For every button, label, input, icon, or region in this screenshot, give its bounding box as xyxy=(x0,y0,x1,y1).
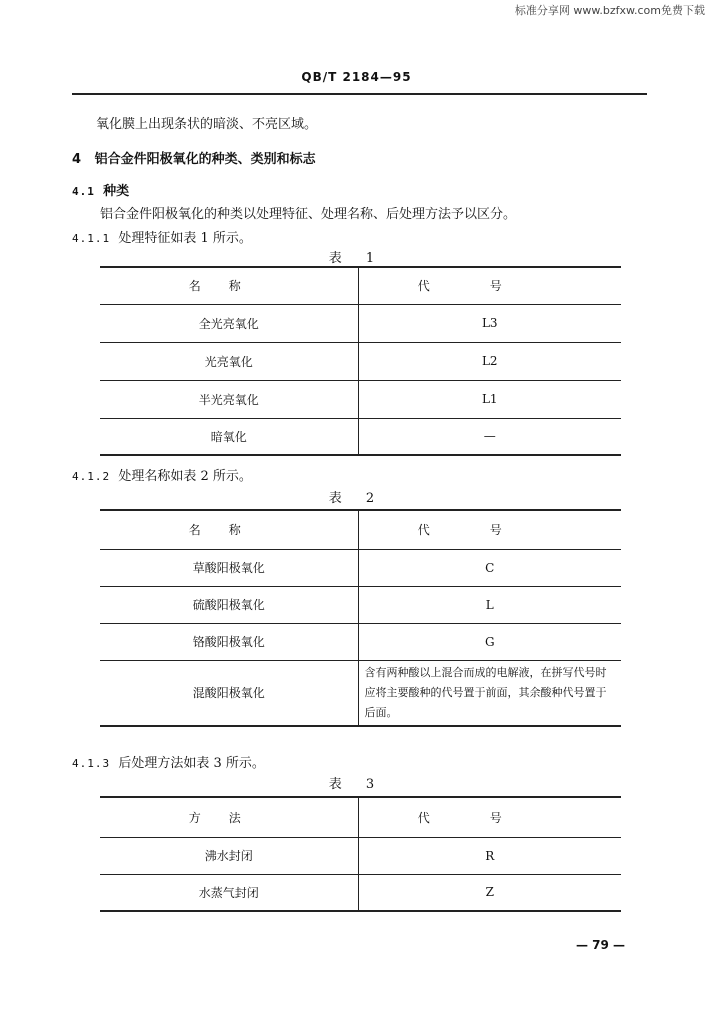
table-row xyxy=(100,837,621,874)
section-text: 处理特征如表 1 所示。 xyxy=(118,231,252,246)
section-4-1-text: 铝合金件阳极氧化的种类以处理特征、处理名称、后处理方法予以区分。 xyxy=(100,207,517,222)
section-4-1-3 xyxy=(72,752,265,771)
table-row xyxy=(100,660,621,726)
table-header: 代号 xyxy=(358,510,621,549)
table-3-caption: 表 3 xyxy=(328,777,385,792)
section-text: 处理名称如表 2 所示。 xyxy=(118,469,252,484)
section-4-1-2 xyxy=(72,465,252,484)
table-cell: L2 xyxy=(358,342,621,380)
table-cell: 铬酸阳极氧化 xyxy=(100,623,358,660)
table-cell: C xyxy=(358,549,621,586)
section-number: 4.1.2 xyxy=(72,470,111,483)
table-row xyxy=(100,380,621,418)
table-1 xyxy=(100,266,621,456)
standard-number-header: QB/T 2184—95 xyxy=(301,70,412,84)
table-row xyxy=(100,549,621,586)
table-cell: L1 xyxy=(358,380,621,418)
section-title: 种类 xyxy=(103,184,130,199)
table-cell: 光亮氧化 xyxy=(100,342,358,380)
table-cell: Z xyxy=(358,874,621,911)
table-row xyxy=(100,874,621,911)
page-number: — 79 — xyxy=(575,938,625,952)
table-header: 方法 xyxy=(100,797,358,837)
table-header: 名称 xyxy=(100,267,358,304)
table-row xyxy=(100,342,621,380)
table-row xyxy=(100,623,621,660)
table-cell: 半光亮氧化 xyxy=(100,380,358,418)
table-header: 代号 xyxy=(358,267,621,304)
table-2-caption: 表 2 xyxy=(328,491,385,506)
watermark: 标准分享网 www.bzfxw.com免费下载 xyxy=(514,4,705,17)
table-3 xyxy=(100,796,621,912)
section-4-1-1 xyxy=(72,227,252,246)
intro-line: 氧化膜上出现条状的暗淡、不亮区域。 xyxy=(96,117,318,132)
table-cell: 水蒸气封闭 xyxy=(100,874,358,911)
table-cell: 暗氧化 xyxy=(100,418,358,455)
section-number: 4.1.1 xyxy=(72,232,111,245)
table-cell: 沸水封闭 xyxy=(100,837,358,874)
section-text: 后处理方法如表 3 所示。 xyxy=(118,756,265,771)
section-number: 4.1 xyxy=(72,185,95,198)
table-cell: 混酸阳极氧化 xyxy=(100,660,358,726)
section-4-1-heading xyxy=(72,180,129,199)
section-title: 铝合金件阳极氧化的种类、类别和标志 xyxy=(94,152,316,167)
table-header: 代号 xyxy=(358,797,621,837)
table-cell: G xyxy=(358,623,621,660)
table-row xyxy=(100,586,621,623)
table-1-caption: 表 1 xyxy=(328,251,385,266)
section-4-heading xyxy=(72,148,316,167)
table-cell: 草酸阳极氧化 xyxy=(100,549,358,586)
header-rule xyxy=(72,93,647,95)
table-row xyxy=(100,304,621,342)
section-number: 4.1.3 xyxy=(72,757,111,770)
table-cell: — xyxy=(358,418,621,455)
table-note-cell: 含有两种酸以上混合而成的电解液，在拼写代号时应将主要酸种的代号置于前面，其余酸种代号置于后面。 xyxy=(358,660,621,726)
section-number: 4 xyxy=(72,152,82,167)
table-cell: 硫酸阳极氧化 xyxy=(100,586,358,623)
table-cell: L3 xyxy=(358,304,621,342)
table-2 xyxy=(100,509,621,727)
table-cell: L xyxy=(358,586,621,623)
table-row xyxy=(100,418,621,455)
table-cell: R xyxy=(358,837,621,874)
table-cell: 全光亮氧化 xyxy=(100,304,358,342)
table-header: 名称 xyxy=(100,510,358,549)
